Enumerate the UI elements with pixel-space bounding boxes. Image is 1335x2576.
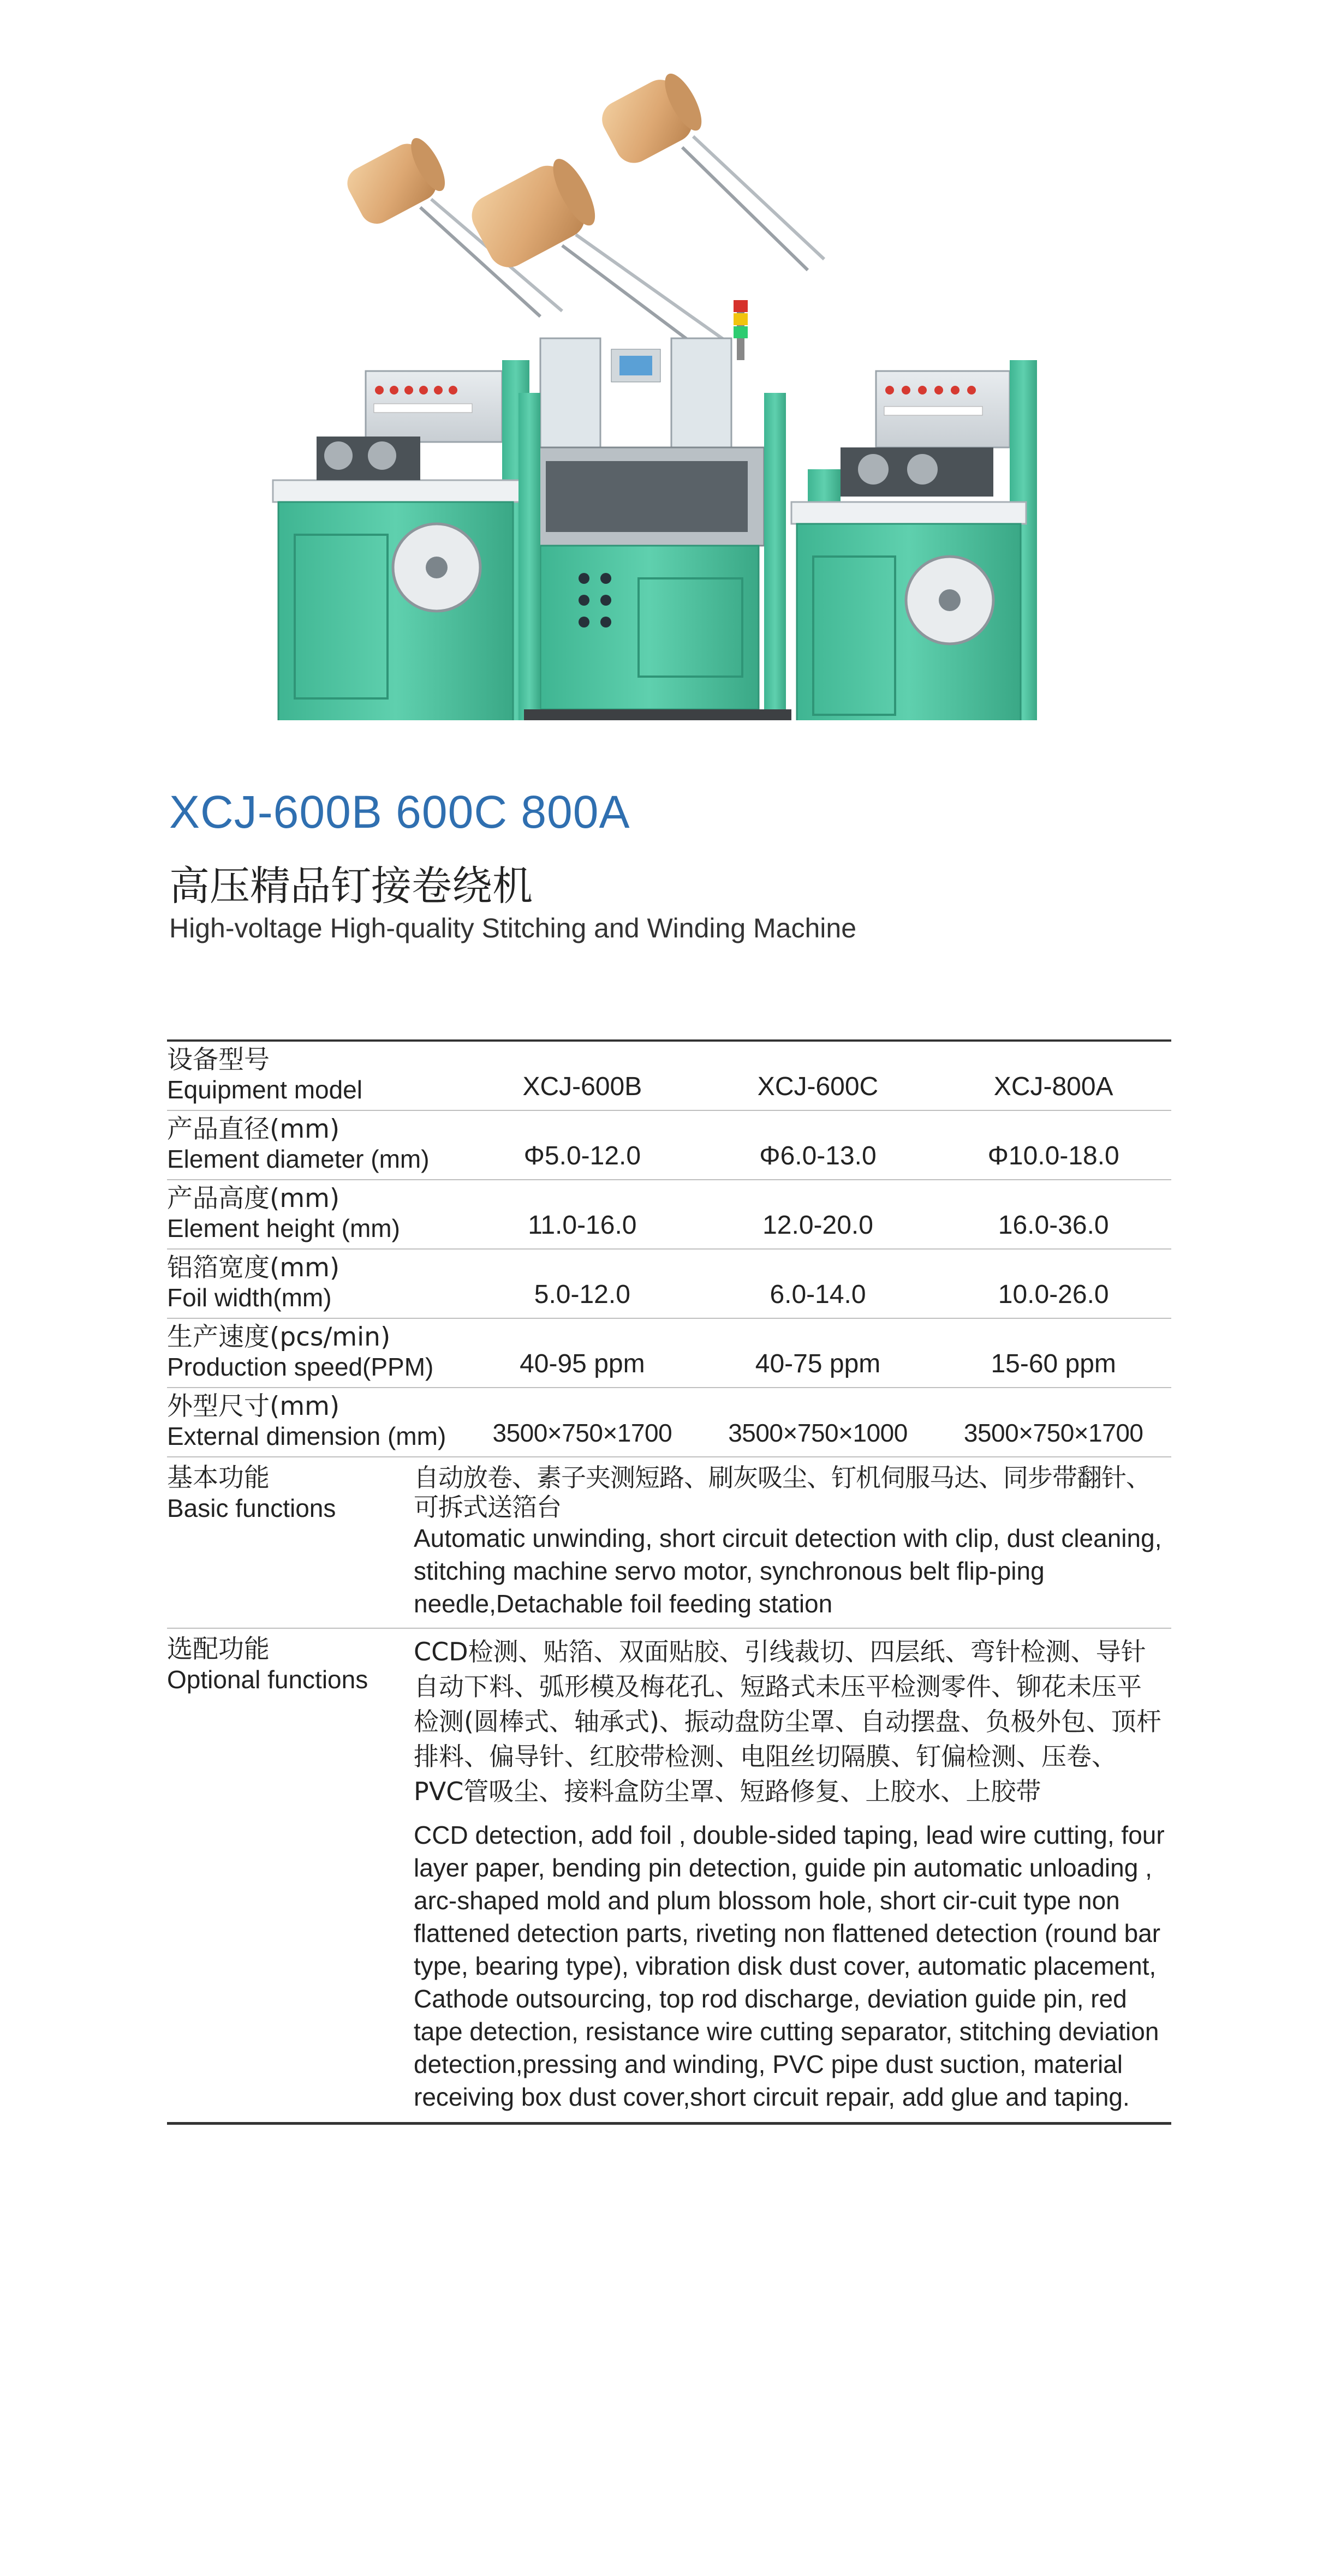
value-cell: 12.0-20.0 (762, 1211, 873, 1240)
value-cell: 3500×750×1700 (492, 1419, 672, 1447)
table-row (167, 1319, 1171, 1388)
table-row (167, 1180, 1171, 1250)
value-cell: 5.0-12.0 (534, 1280, 630, 1309)
row-label-cn: 设备型号 (167, 1045, 270, 1075)
row-label-cn: 产品高度(mm) (167, 1184, 340, 1214)
basic-functions-label-en: Basic functions (167, 1494, 336, 1523)
value-cell: 6.0-14.0 (770, 1280, 866, 1309)
row-values (464, 1349, 1171, 1379)
value-cell: 3500×750×1000 (728, 1419, 908, 1447)
optional-functions-label (167, 1634, 368, 1695)
row-values (464, 1280, 1171, 1310)
basic-functions-text-cn: 自动放卷、素子夹测短路、刷灰吸尘、钉机伺服马达、同步带翻针、可拆式送箔台 (414, 1463, 1151, 1522)
value-cell: Φ5.0-12.0 (523, 1141, 641, 1170)
value-cell: XCJ-800A (993, 1072, 1113, 1101)
optional-functions-row (167, 1629, 1171, 2125)
value-cell: Φ6.0-13.0 (759, 1141, 877, 1170)
row-label (167, 1388, 446, 1451)
row-label (167, 1180, 400, 1244)
value-cell: 15-60 ppm (991, 1349, 1116, 1378)
basic-functions-label (167, 1463, 336, 1524)
value-cell: XCJ-600B (522, 1072, 642, 1101)
row-label-cn: 生产速度(pcs/min) (167, 1322, 391, 1352)
row-label-en: Equipment model (167, 1075, 362, 1104)
row-values (464, 1072, 1171, 1102)
chinese-title: 高压精品钉接卷绕机 (169, 863, 533, 910)
table-row (167, 1042, 1171, 1111)
basic-functions-label-cn: 基本功能 (167, 1463, 270, 1493)
row-label (167, 1042, 362, 1105)
value-cell: 11.0-16.0 (528, 1211, 637, 1240)
winding-machine-icon (273, 360, 529, 720)
value-cell: 10.0-26.0 (998, 1280, 1109, 1309)
row-values (464, 1418, 1171, 1448)
spec-table (167, 1039, 1171, 2125)
capacitor-icon (595, 68, 824, 270)
optional-functions-text-cn: CCD检测、贴箔、双面贴胶、引线裁切、四层纸、弯针检测、导针自动下料、弧形模及梅花孔、短路式未压平检测零件、铆花未压平检测(圆棒式、轴承式)、振动盘防尘罩、自动摆盘、负极外包、顶杆排料、偏导针、红胶带检测、电阻丝切隔膜、钉偏检测、压卷、PVC管吸尘、接料盒防尘罩、短路修复、上胶水、上胶带 (414, 1637, 1161, 1806)
row-label-en: Element height (mm) (167, 1214, 400, 1243)
row-label (167, 1250, 339, 1313)
row-values (464, 1210, 1171, 1240)
row-values (464, 1141, 1171, 1171)
table-row (167, 1250, 1171, 1319)
value-cell: XCJ-600C (757, 1072, 879, 1101)
row-label-cn: 产品直径(mm) (167, 1114, 340, 1144)
row-label-cn: 外型尺寸(mm) (167, 1391, 340, 1421)
optional-functions-text (414, 1634, 1171, 2113)
table-row (167, 1111, 1171, 1180)
value-cell: 40-75 ppm (755, 1349, 881, 1378)
basic-functions-text (414, 1463, 1171, 1620)
basic-functions-text-en: Automatic unwinding, short circuit detection with clip, dust cleaning, stitching machine servo motor, synchronous belt flip-ping needle,Detachable foil feeding station (414, 1524, 1162, 1618)
row-label-en: External dimension (mm) (167, 1422, 446, 1451)
optional-functions-text-en: CCD detection, add foil , double-sided taping, lead wire cutting, four layer paper, bending pin detection, guide pin automatic unloading , arc-shaped mold and plum blossom hole, short cir-cuit type non flattened detection parts, riveting non flattened detection (round bar type, bearing type), vibration disk dust cover, automatic placement, Cathode outsourcing, top rod discharge, deviation guide pin, red tape detection, resistance wire cutting separator, stitching deviation detection,pressing and winding, PVC pipe dust suction, material receiving box dust cover,short circuit repair, add glue and taping. (414, 1821, 1165, 2111)
capacitor-icon (464, 152, 726, 352)
value-cell: 16.0-36.0 (998, 1211, 1109, 1240)
product-illustration (257, 55, 1048, 720)
signal-light-icon (734, 300, 748, 360)
row-label (167, 1319, 433, 1382)
table-row (167, 1388, 1171, 1457)
row-label-en: Production speed(PPM) (167, 1353, 434, 1382)
winding-machine-icon (518, 338, 791, 720)
model-title: XCJ-600B 600C 800A (169, 786, 630, 838)
row-label-cn: 铝箔宽度(mm) (167, 1253, 340, 1283)
value-cell: 3500×750×1700 (963, 1419, 1143, 1447)
value-cell: 40-95 ppm (520, 1349, 645, 1378)
optional-functions-label-en: Optional functions (167, 1665, 368, 1694)
english-title: High-voltage High-quality Stitching and Winding Machine (169, 913, 857, 943)
row-label (167, 1111, 430, 1174)
basic-functions-row (167, 1457, 1171, 1629)
row-label-en: Element diameter (mm) (167, 1145, 430, 1174)
optional-functions-label-cn: 选配功能 (167, 1634, 270, 1664)
value-cell: Φ10.0-18.0 (987, 1141, 1119, 1170)
row-label-en: Foil width(mm) (167, 1283, 332, 1312)
winding-machine-icon (791, 360, 1037, 720)
